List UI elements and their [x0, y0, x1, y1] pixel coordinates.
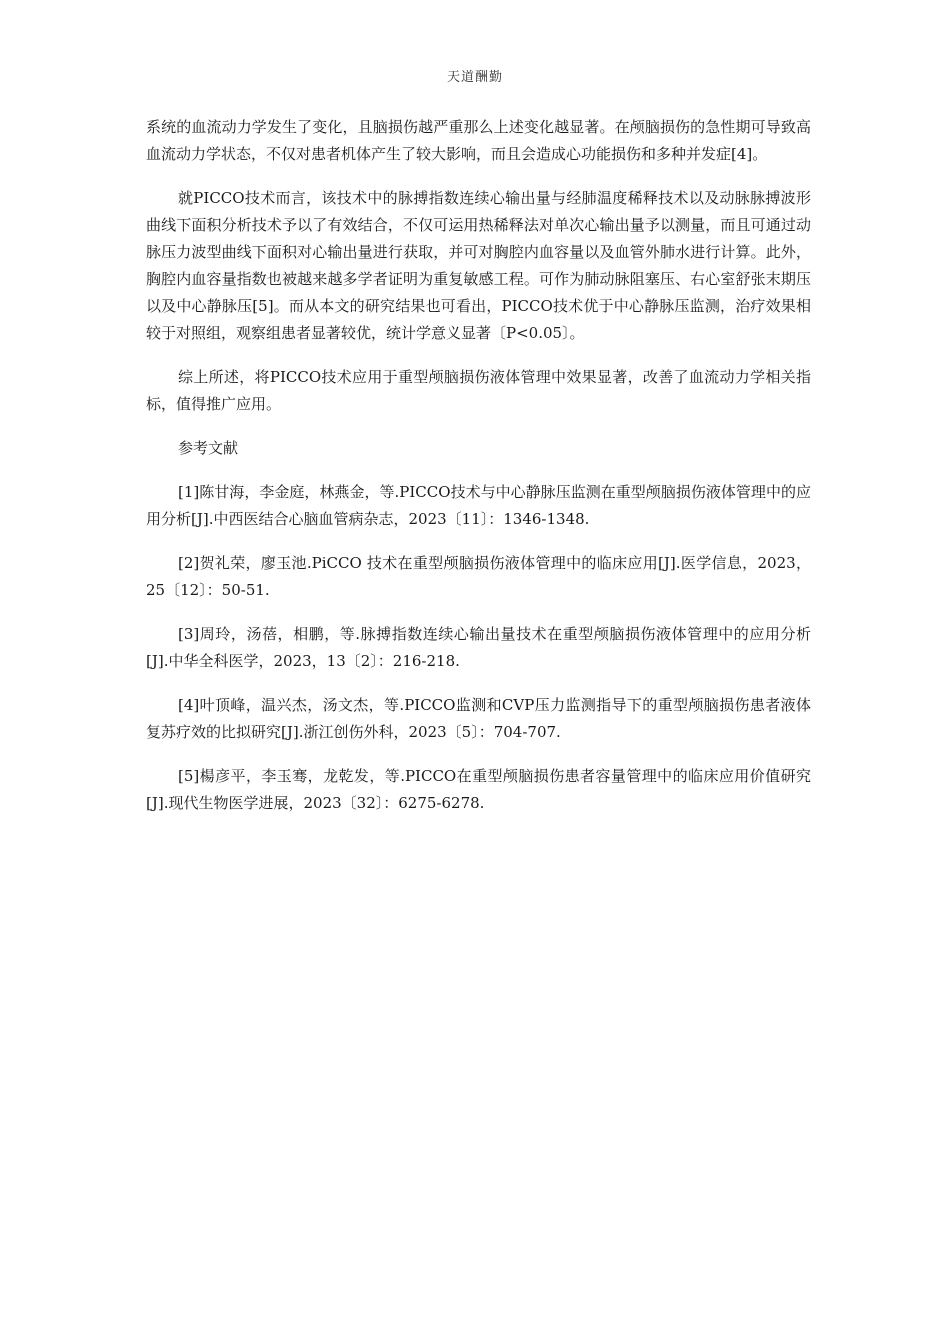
reference-item-1: [1]陈甘海，李金庭，林燕金，等.PICCO技术与中心静脉压监测在重型颅脑损伤液体管理中的应用分析[J].中西医结合心脑血管病杂志，2023〔11〕：1346-1348. — [146, 483, 811, 528]
document-body — [146, 114, 811, 834]
body-paragraph-picco-discussion: 就PICCO技术而言，该技术中的脉搏指数连续心输出量与经肺温度稀释技术以及动脉脉搏波形曲线下面积分析技术予以了有效结合，不仅可运用热稀释法对单次心输出量予以测量，而且可通过动脉压力波型曲线下面积对心输出量进行获取，并可对胸腔内血容量以及血管外肺水进行计算。此外，胸腔内血容量指数也被越来越多学者证明为重复敏感工程。可作为肺动脉阻塞压、右心室舒张末期压以及中心静脉压[5]。而从本文的研究结果也可看出，PICCO技术优于中心静脉压监测，治疗效果相较于对照组，观察组患者显著较优，统计学意义显著〔P<0.05〕。 — [146, 189, 811, 342]
reference-item-4: [4]叶顶峰，温兴杰，汤文杰，等.PICCO监测和CVP压力监测指导下的重型颅脑损伤患者液体复苏疗效的比拟研究[J].浙江创伤外科，2023〔5〕：704-707. — [146, 696, 811, 741]
references-heading: 参考文献 — [178, 439, 239, 457]
reference-item-2: [2]贺礼荣，廖玉池.PiCCO 技术在重型颅脑损伤液体管理中的临床应用[J].医学信息，2023，25〔12〕：50-51. — [146, 554, 811, 599]
reference-item-3: [3]周玲，汤蓓，相鹏，等.脉搏指数连续心输出量技术在重型颅脑损伤液体管理中的应用分析[J].中华全科医学，2023，13〔2〕：216-218. — [146, 625, 811, 670]
body-paragraph-conclusion: 综上所述，将PICCO技术应用于重型颅脑损伤液体管理中效果显著，改善了血流动力学相关指标，值得推广应用。 — [146, 368, 811, 413]
page-header: 天道酬勤 — [446, 70, 503, 85]
reference-item-5: [5]楊彦平，李玉骞，龙乾发，等.PICCO在重型颅脑损伤患者容量管理中的临床应用价值研究[J].现代生物医学进展，2023〔32〕：6275-6278. — [146, 767, 811, 812]
body-paragraph-continued: 系统的血流动力学发生了变化，且脑损伤越严重那么上述变化越显著。在颅脑损伤的急性期可导致高血流动力学状态，不仅对患者机体产生了较大影响，而且会造成心功能损伤和多种并发症[4]。 — [146, 118, 811, 163]
